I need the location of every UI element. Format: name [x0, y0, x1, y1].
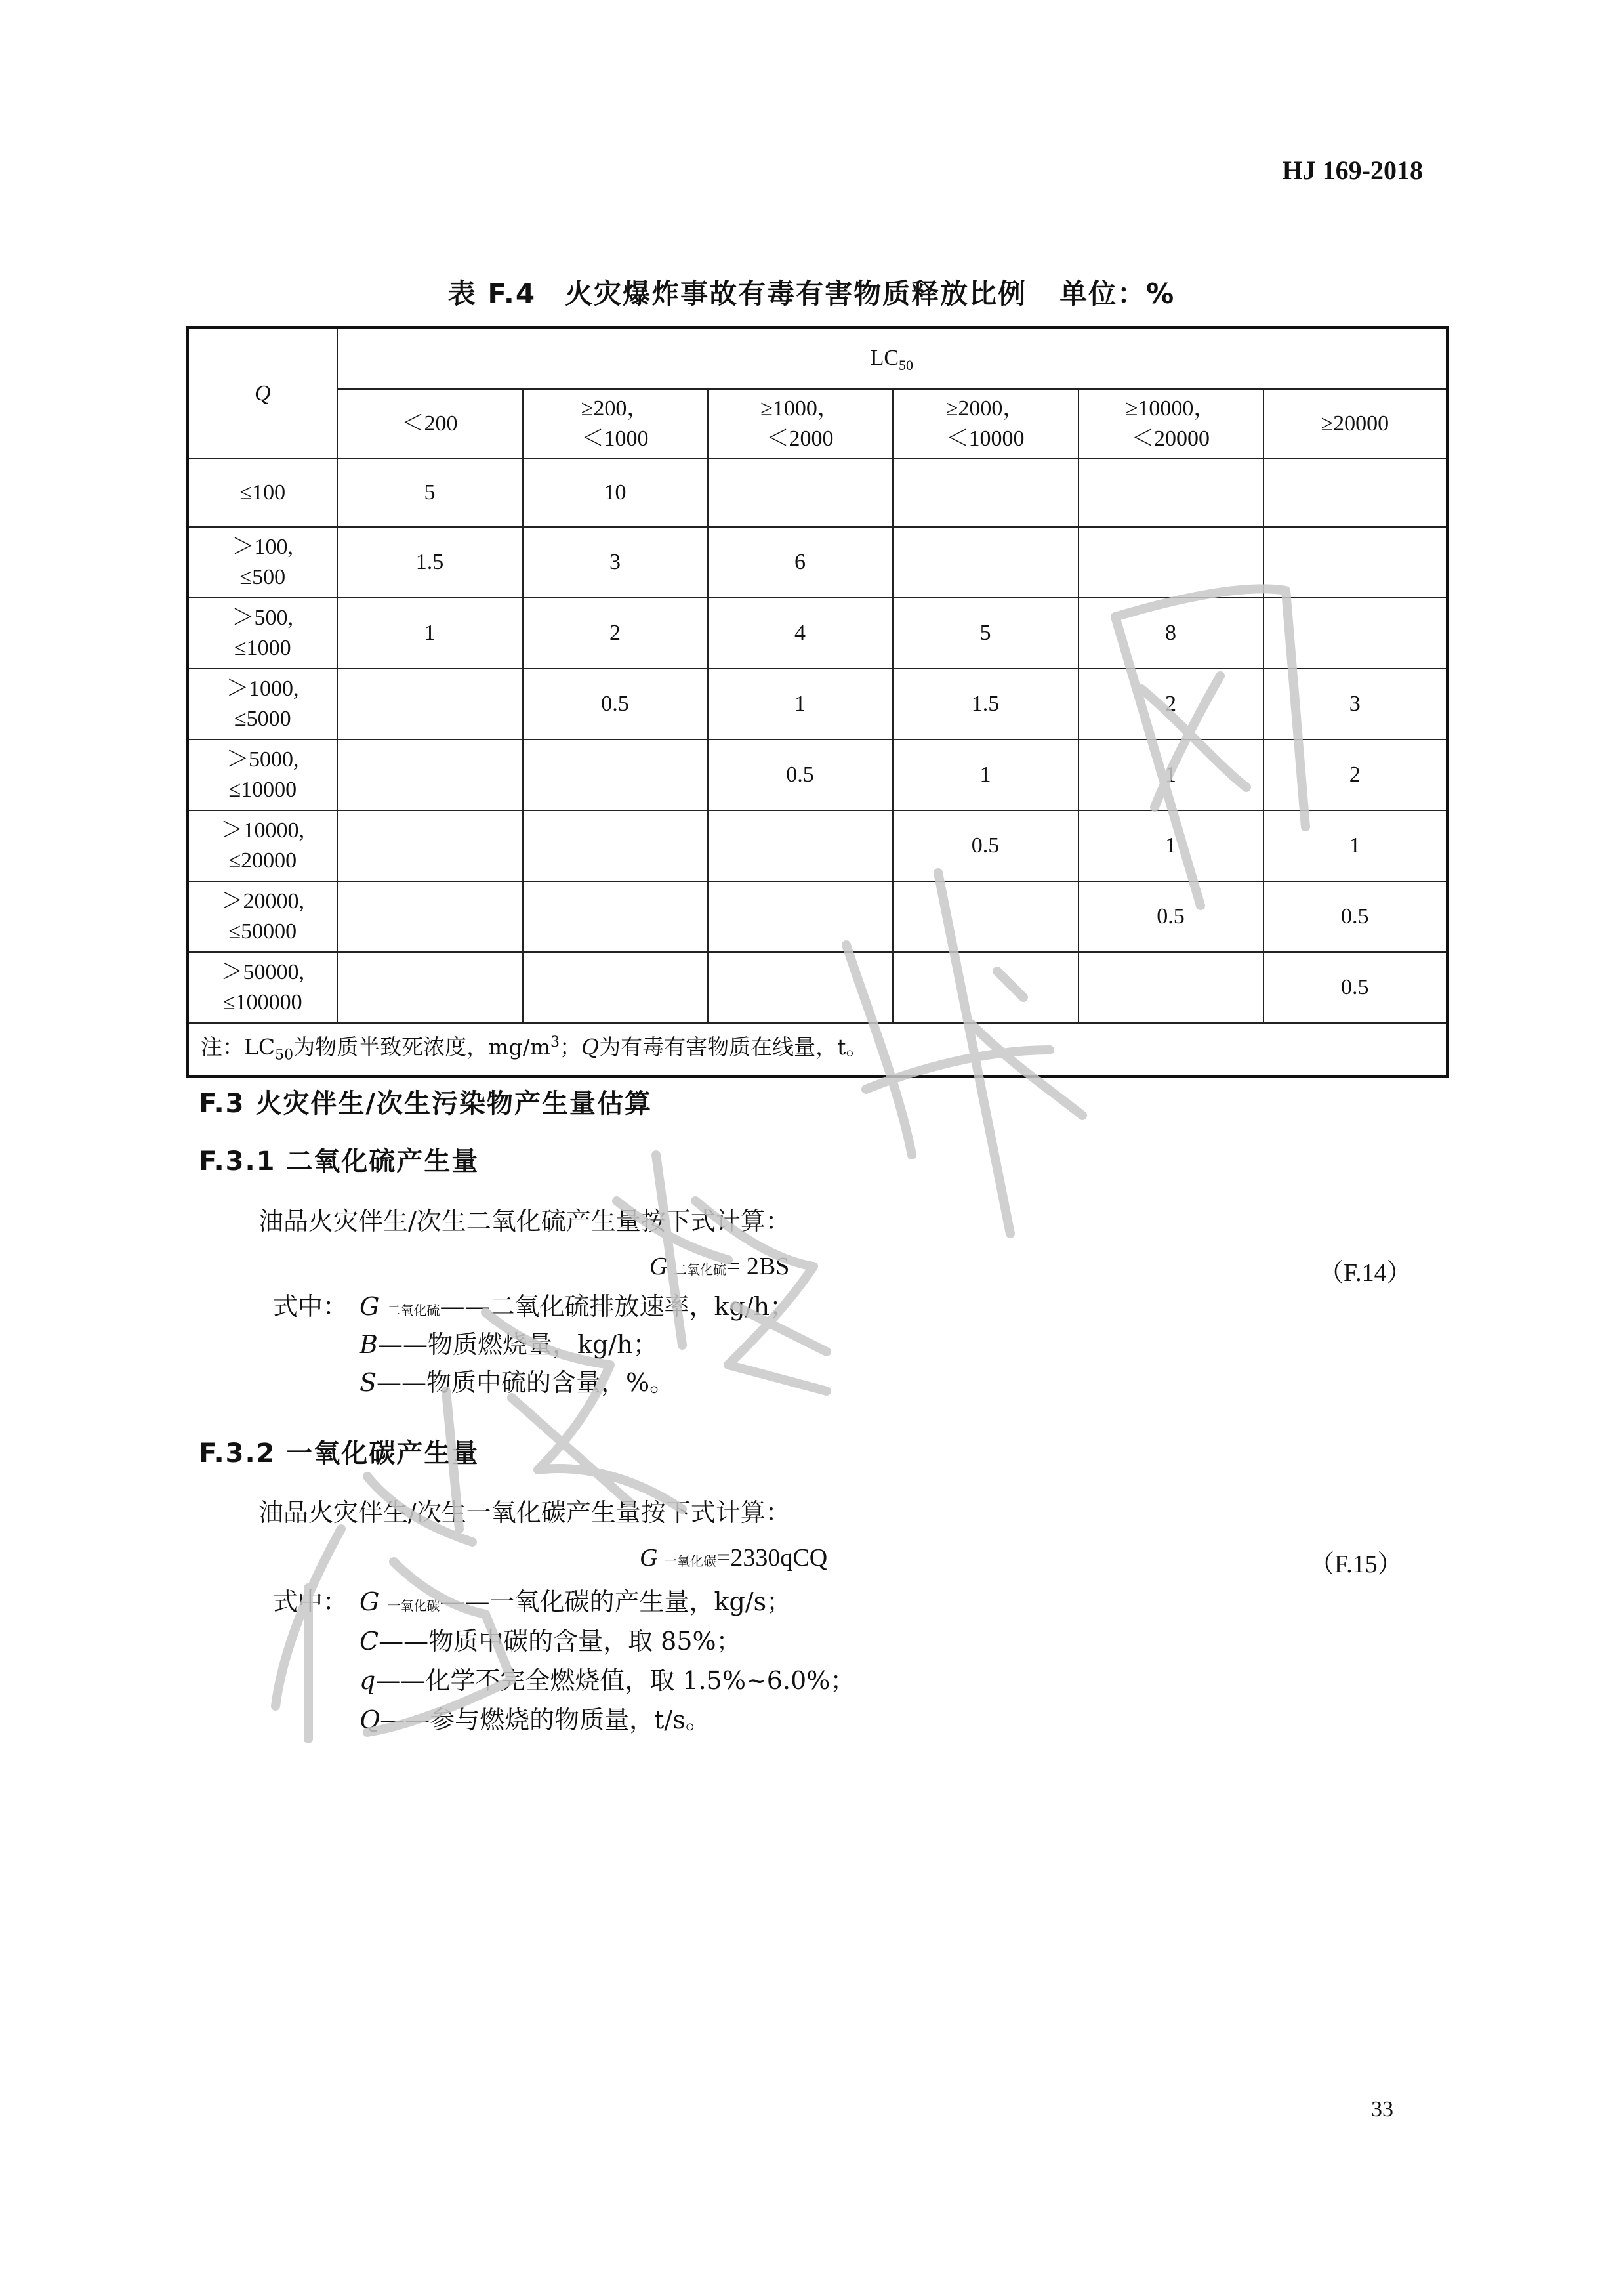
table-cell: 0.5 — [893, 810, 1079, 881]
watermark-stroke — [512, 1398, 630, 1503]
formula-f15-rhs: =2330qCQ — [716, 1544, 828, 1572]
note-q-symbol: Q — [581, 1034, 600, 1060]
table-cell: 0.5 — [523, 669, 708, 740]
table-row — [188, 598, 1448, 669]
table-cell — [1263, 459, 1448, 527]
eq-number-f14: （F.14） — [1319, 1259, 1412, 1287]
table-cell: 1.5 — [337, 527, 523, 598]
q-range-cell — [188, 740, 337, 810]
standard-number: HJ 169-2018 — [1282, 156, 1423, 185]
table-title-text: 表 F.4 火灾爆炸事故有毒有害物质释放比例 — [447, 278, 1027, 310]
table-cell: 2 — [523, 598, 708, 669]
table-row — [188, 669, 1448, 740]
col-header-1-text: ＜200 — [401, 411, 458, 436]
table-note-row — [188, 1023, 1448, 1077]
table-cell: 0.5 — [1263, 952, 1448, 1023]
table-cell — [708, 952, 893, 1023]
table-cell — [1079, 527, 1263, 598]
formula-f14-rhs: = 2BS — [726, 1253, 790, 1280]
table-cell: 3 — [1263, 669, 1448, 740]
table-cell: 6 — [708, 527, 893, 598]
table-cell — [523, 740, 708, 810]
def-text: ——物质中碳的含量，取 85%； — [379, 1627, 741, 1656]
table-cell: 3 — [523, 527, 708, 598]
formula-f15 — [640, 1543, 827, 1572]
def-symbol: B — [360, 1330, 378, 1359]
table-note: 注：$LC_{50}$为物质半致死浓度，$mg/m^3$；Q为有毒有害物质在线量，t。 — [188, 1023, 1448, 1077]
note-end: 为有毒有害物质在线量，t。 — [599, 1034, 868, 1060]
section-f32-intro: 油品火灾伴生/次生一氧化碳产生量按下式计算： — [258, 1498, 791, 1527]
table-cell: 8 — [1079, 598, 1263, 669]
table-cell: 1 — [708, 669, 893, 740]
table-title — [0, 272, 1623, 312]
q-range-line1: ＞500, — [232, 605, 293, 630]
table-cell: 2 — [1079, 669, 1263, 740]
note-middle: 为物质半致死浓度，mg/m — [293, 1034, 550, 1060]
formula-f15-var: G — [640, 1544, 658, 1572]
col-header-3 — [708, 389, 893, 459]
formula-f14 — [649, 1252, 789, 1281]
table-cell: 1 — [1079, 810, 1263, 881]
table-cell — [337, 952, 523, 1023]
table-cell: 1 — [1263, 810, 1448, 881]
col-header-3-line2: ＜2000 — [766, 426, 834, 451]
definition-q-small — [360, 1660, 855, 1696]
col-header-5-line2: ＜20000 — [1132, 426, 1210, 451]
definition-g-co — [360, 1581, 791, 1618]
q-range-line1: ≤100 — [239, 480, 286, 505]
q-range-line1: ＞1000, — [226, 676, 299, 701]
def-symbol: G — [360, 1587, 380, 1616]
definition-b — [360, 1324, 658, 1360]
table-cell: 5 — [893, 598, 1079, 669]
table-cell — [708, 881, 893, 952]
col-header-6-text: ≥20000 — [1321, 411, 1389, 436]
table-header-row-1 — [188, 328, 1448, 389]
col-header-4 — [893, 389, 1079, 459]
table-cell: 2 — [1263, 740, 1448, 810]
table-cell — [1263, 598, 1448, 669]
col-header-5-line1: ≥10000， — [1125, 396, 1216, 421]
table-cell — [708, 810, 893, 881]
table-cell: 10 — [523, 459, 708, 527]
table-header-row-2 — [188, 389, 1448, 459]
table-row — [188, 527, 1448, 598]
page-number: 33 — [1371, 2097, 1393, 2121]
def-symbol: q — [360, 1666, 376, 1695]
q-range-line2: ≤10000 — [228, 777, 297, 802]
watermark-stroke — [276, 1529, 341, 1706]
table-row — [188, 881, 1448, 952]
q-range-line2: ≤5000 — [234, 706, 291, 731]
q-range-line1: ＞50000, — [220, 959, 304, 984]
section-f32-title: F.3.2 一氧化碳产生量 — [199, 1438, 480, 1469]
table-cell — [708, 459, 893, 527]
def-subscript: 二氧化硫 — [387, 1303, 440, 1318]
def-text: ——参与燃烧的物质量，t/s。 — [380, 1705, 710, 1734]
table-cell: 1 — [337, 598, 523, 669]
definitions-lead-f14: 式中： — [273, 1292, 348, 1321]
definition-q-large — [360, 1700, 710, 1736]
table-cell: 0.5 — [1079, 881, 1263, 952]
q-range-cell — [188, 527, 337, 598]
def-symbol: C — [360, 1627, 379, 1656]
release-ratio-table — [186, 326, 1449, 1078]
formula-f14-var: G — [649, 1253, 668, 1280]
q-range-cell — [188, 459, 337, 527]
q-header-cell: Q — [188, 328, 337, 459]
lc50-label: LC — [870, 345, 899, 370]
def-text: ——二氧化硫排放速率，kg/h； — [440, 1292, 795, 1321]
table-row — [188, 810, 1448, 881]
definition-s — [360, 1362, 674, 1398]
col-header-5 — [1079, 389, 1263, 459]
table-cell — [523, 810, 708, 881]
table-cell: 1.5 — [893, 669, 1079, 740]
table-cell — [337, 740, 523, 810]
formula-f15-sub: 一氧化碳 — [663, 1553, 716, 1569]
table-cell: 1 — [893, 740, 1079, 810]
table-row — [188, 740, 1448, 810]
table-cell — [893, 952, 1079, 1023]
table-cell — [337, 669, 523, 740]
q-range-line2: ≤50000 — [228, 919, 297, 944]
table-cell — [523, 952, 708, 1023]
q-range-line2: ≤500 — [239, 564, 286, 589]
table-cell: 4 — [708, 598, 893, 669]
col-header-1 — [337, 389, 523, 459]
col-header-3-line1: ≥1000， — [760, 396, 840, 421]
q-range-cell — [188, 881, 337, 952]
lc50-subscript: 50 — [899, 356, 914, 373]
table-cell — [893, 527, 1079, 598]
def-text: ——一氧化碳的产生量，kg/s； — [440, 1587, 792, 1616]
def-text: ——化学不完全燃烧值，取 1.5%~6.0%； — [375, 1666, 855, 1695]
definition-c — [360, 1621, 741, 1657]
def-symbol: S — [360, 1368, 377, 1397]
col-header-4-line2: ＜10000 — [946, 426, 1025, 451]
table-cell: 0.5 — [1263, 881, 1448, 952]
q-range-line1: ＞100, — [232, 534, 293, 559]
table-cell — [337, 881, 523, 952]
eq-number-f15: （F.15） — [1309, 1551, 1403, 1578]
table-cell — [523, 881, 708, 952]
def-symbol: Q — [360, 1705, 380, 1734]
table-cell — [1079, 459, 1263, 527]
q-range-cell — [188, 810, 337, 881]
note-prefix: 注：LC — [201, 1034, 276, 1060]
table-cell: 0.5 — [708, 740, 893, 810]
table-cell — [1079, 952, 1263, 1023]
col-header-2 — [523, 389, 708, 459]
table-cell: 1 — [1079, 740, 1263, 810]
note-subscript: 50 — [275, 1047, 294, 1064]
q-range-line2: ≤100000 — [222, 990, 302, 1014]
table-row — [188, 952, 1448, 1023]
section-f31-intro: 油品火灾伴生/次生二氧化硫产生量按下式计算： — [258, 1207, 791, 1236]
q-range-line2: ≤20000 — [228, 848, 297, 873]
col-header-6 — [1263, 389, 1448, 459]
formula-f14-sub: 二氧化硫 — [673, 1262, 726, 1278]
table-cell — [337, 810, 523, 881]
q-range-line1: ＞5000, — [226, 747, 299, 772]
col-header-2-line2: ＜1000 — [581, 426, 649, 451]
q-range-line2: ≤1000 — [234, 635, 291, 660]
def-symbol: G — [360, 1292, 380, 1321]
col-header-4-line1: ≥2000， — [945, 396, 1025, 421]
table-unit: 单位：% — [1059, 278, 1176, 310]
def-text: ——物质燃烧量，kg/h； — [377, 1330, 658, 1359]
table-cell: 5 — [337, 459, 523, 527]
def-subscript: 一氧化碳 — [387, 1598, 440, 1614]
col-header-2-line1: ≥200， — [581, 396, 649, 421]
definition-g-so2 — [360, 1286, 794, 1322]
def-text: ——物质中硫的含量，%。 — [377, 1368, 675, 1397]
table-cell — [893, 459, 1079, 527]
q-range-cell — [188, 598, 337, 669]
table-row — [188, 459, 1448, 527]
section-f3-title: F.3 火灾伴生/次生污染物产生量估算 — [199, 1089, 653, 1119]
q-range-cell — [188, 952, 337, 1023]
section-f31-title: F.3.1 二氧化硫产生量 — [199, 1146, 480, 1177]
table-cell — [893, 881, 1079, 952]
q-range-line1: ＞10000, — [220, 818, 304, 843]
definitions-lead-f15: 式中： — [273, 1587, 348, 1616]
note-superscript: 3 — [550, 1034, 560, 1051]
q-range-cell — [188, 669, 337, 740]
table-cell — [1263, 527, 1448, 598]
q-range-line1: ＞20000, — [220, 888, 304, 913]
lc50-header-cell — [337, 328, 1448, 389]
